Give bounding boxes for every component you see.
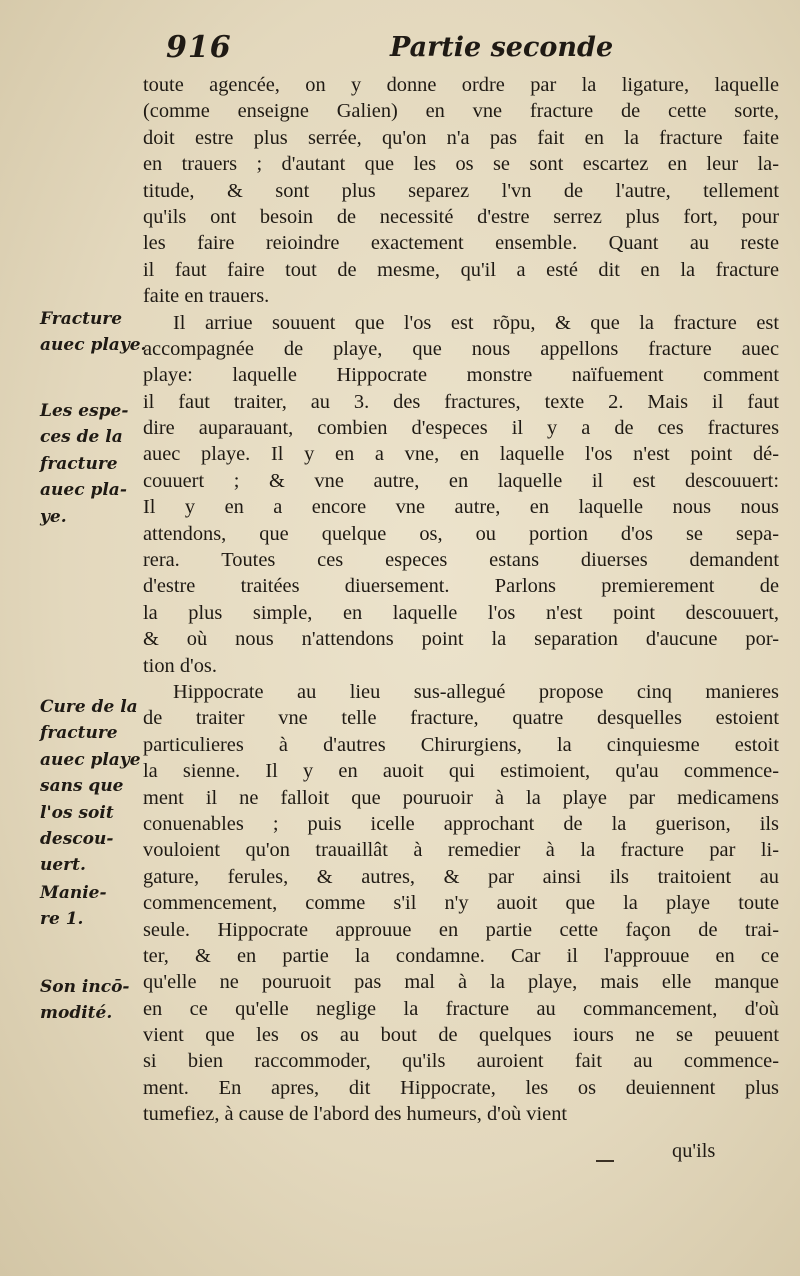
text-line: qu'elle ne pouruoit pas mal à la playe, mais elle manque	[143, 971, 779, 994]
text-line: & où nous n'attendons point la separation d'aucune por-	[143, 628, 779, 651]
text-line: il faut traiter, au 3. des fractures, texte 2. Mais il faut	[143, 390, 779, 413]
page-number: 916	[166, 30, 232, 65]
text-line: particulieres à d'autres Chirurgiens, la cinquiesme estoit	[143, 733, 779, 756]
margin-note-line: modité.	[40, 1003, 113, 1024]
margin-note-line: ces de la	[40, 427, 123, 448]
text-line: de traiter vne telle fracture, quatre desquelles estoient	[143, 707, 779, 730]
text-line: la plus simple, en laquelle l'os n'est point descouuert,	[143, 601, 779, 624]
margin-note-line: auec pla-	[40, 480, 127, 501]
text-line: en ce qu'elle neglige la fracture au commancement, d'où	[143, 997, 779, 1020]
margin-note-line: auec playe	[40, 749, 141, 770]
text-line: les faire reioindre exactement ensemble. Quant au reste	[143, 232, 779, 255]
margin-note-line: re 1.	[40, 909, 84, 930]
text-line: d'estre traitées diuersement. Parlons premierement de	[143, 575, 779, 598]
running-title: Partie seconde	[390, 32, 614, 63]
margin-note-fracture-auec-playe	[40, 306, 150, 359]
text-line: rera. Toutes ces especes estans diuerses demandent	[143, 549, 779, 572]
text-line: en trauers ; d'autant que les os se sont escartez en leur la-	[143, 153, 779, 176]
text-line: seule. Hippocrate approuue en partie cette façon de trai-	[143, 918, 779, 941]
margin-note-line: Les espe-	[40, 401, 129, 421]
margin-note-especes	[40, 398, 150, 530]
text-line: (comme enseigne Galien) en vne fracture de cette sorte,	[143, 100, 779, 123]
margin-note-line: sans que	[40, 776, 124, 797]
text-line: qu'ils ont besoin de necessité d'estre serrez plus fort, pour	[143, 205, 779, 228]
text-line: doit estre plus serrée, qu'on n'a pas fait en la fracture faite	[143, 126, 779, 149]
text-line: accompagnée de playe, que nous appellons fracture auec	[143, 337, 779, 360]
text-line: ter, & en partie la condamne. Car il l'approuue en ce	[143, 944, 779, 967]
margin-note-line: auec playe.	[40, 335, 147, 356]
margin-note-cure	[40, 694, 150, 879]
page-header	[160, 30, 770, 70]
margin-note-line: fracture	[40, 453, 118, 474]
text-line: si bien raccommoder, qu'ils auroient fait au commence-	[143, 1050, 779, 1073]
text-line: vient que les os au bout de quelques iours ne se peuuent	[143, 1024, 779, 1047]
text-line: couuert ; & vne autre, en laquelle il est descouuert:	[143, 469, 779, 492]
text-line: il faut faire tout de mesme, qu'il a esté dit en la fracture	[143, 258, 779, 281]
margin-note-line: Fracture	[40, 309, 123, 329]
margin-note-line: l'os soit	[40, 802, 114, 823]
margin-note-incommodite	[40, 974, 150, 1027]
text-line: gature, ferules, & autres, & par ainsi ils traitoient au	[143, 865, 779, 888]
printer-mark	[596, 1160, 614, 1162]
text-line: Hippocrate au lieu sus-allegué propose cinq manieres	[173, 680, 779, 703]
text-line: dire auparauant, combien d'especes il y a de ces fractures	[143, 417, 779, 440]
margin-note-maniere-1	[40, 880, 150, 933]
margin-note-line: Son incō-	[40, 977, 130, 997]
text-line: commencement, comme s'il n'y auoit que la playe toute	[143, 892, 779, 915]
text-line: attendons, que quelque os, ou portion d'os se sepa-	[143, 522, 779, 545]
text-line: faite en trauers.	[143, 285, 270, 308]
text-line: Il y en a encore vne autre, en laquelle nous nous	[143, 496, 779, 519]
text-line: vouloient qu'on trauaillât à remedier à la fracture par li-	[143, 839, 779, 862]
text-line: titude, & sont plus separez l'vn de l'autre, tellement	[143, 179, 779, 202]
text-line: ment il ne falloit que pouruoir à la playe par medicamens	[143, 786, 779, 809]
text-line: tion d'os.	[143, 654, 217, 677]
text-line: playe: laquelle Hippocrate monstre naïfuement comment	[143, 364, 779, 387]
text-line: toute agencée, on y donne ordre par la ligature, laquelle	[143, 74, 779, 96]
margin-note-line: ye.	[40, 506, 67, 527]
text-line: ment. En apres, dit Hippocrate, les os deuiennent plus	[143, 1076, 779, 1099]
margin-note-line: descou-	[40, 829, 114, 850]
margin-note-line: uert.	[40, 855, 86, 876]
margin-note-line: Manie-	[40, 883, 107, 903]
text-line: auec playe. Il y en a vne, en laquelle l'os n'est point dé-	[143, 443, 779, 466]
margin-note-line: Cure de la	[40, 697, 138, 717]
margin-note-line: fracture	[40, 723, 118, 744]
text-line: la sienne. Il y en auoit qui estimoient, qu'au commence-	[143, 760, 779, 783]
text-line: Il arriue souuent que l'os est rõpu, & que la fracture est	[173, 311, 779, 334]
text-line: tumefiez, à cause de l'abord des humeurs, d'où vient	[143, 1103, 568, 1126]
catchword: qu'ils	[672, 1140, 716, 1162]
text-line: conuenables ; puis icelle approchant de la guerison, ils	[143, 812, 779, 835]
body-text	[143, 72, 779, 1128]
